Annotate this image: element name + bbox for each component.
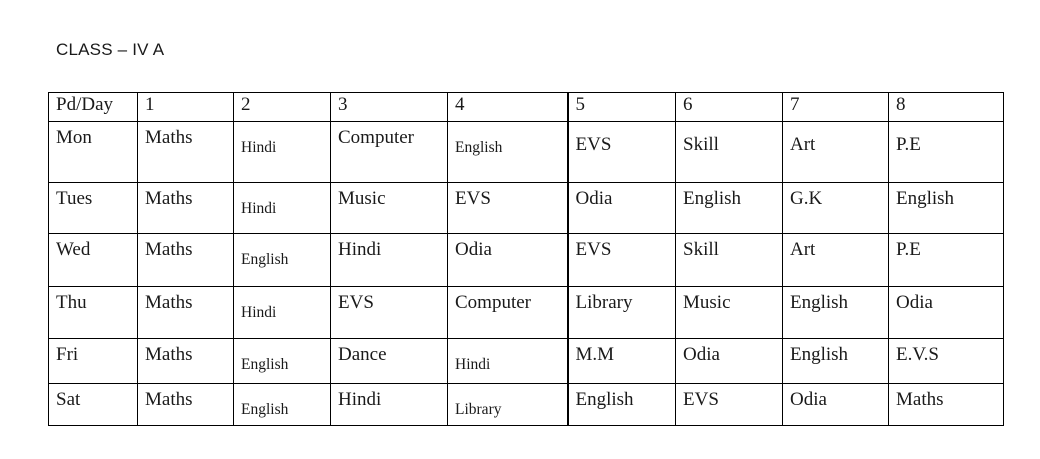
subject-cell-thu-period-3: EVS <box>331 287 448 339</box>
subject-cell-sat-period-6: EVS <box>676 384 783 426</box>
subject-cell-sat-period-5: English <box>568 384 676 426</box>
header-cell-period-7: 7 <box>783 93 889 122</box>
subject-cell-sat-period-7: Odia <box>783 384 889 426</box>
subject-cell-tues-period-3: Music <box>331 183 448 234</box>
subject-cell-thu-period-5: Library <box>568 287 676 339</box>
subject-cell-fri-period-8: E.V.S <box>889 339 1004 384</box>
header-cell-period-5: 5 <box>568 93 676 122</box>
subject-cell-thu-period-4: Computer <box>448 287 568 339</box>
timetable-row-mon <box>49 122 1004 183</box>
day-cell-fri: Fri <box>49 339 138 384</box>
subject-cell-mon-period-4: English <box>448 122 568 183</box>
header-cell-period-2: 2 <box>234 93 331 122</box>
subject-cell-wed-period-4: Odia <box>448 234 568 287</box>
header-cell-period-1: 1 <box>138 93 234 122</box>
subject-cell-tues-period-2: Hindi <box>234 183 331 234</box>
day-cell-mon: Mon <box>49 122 138 183</box>
subject-cell-wed-period-7: Art <box>783 234 889 287</box>
subject-cell-mon-period-3: Computer <box>331 122 448 183</box>
subject-cell-wed-period-6: Skill <box>676 234 783 287</box>
subject-cell-sat-period-4: Library <box>448 384 568 426</box>
subject-cell-fri-period-2: English <box>234 339 331 384</box>
subject-cell-mon-period-8: P.E <box>889 122 1004 183</box>
subject-cell-tues-period-7: G.K <box>783 183 889 234</box>
subject-cell-sat-period-1: Maths <box>138 384 234 426</box>
subject-cell-mon-period-7: Art <box>783 122 889 183</box>
subject-cell-thu-period-6: Music <box>676 287 783 339</box>
page-title: CLASS – IV A <box>56 40 165 59</box>
subject-cell-tues-period-8: English <box>889 183 1004 234</box>
subject-cell-wed-period-8: P.E <box>889 234 1004 287</box>
timetable-row-sat <box>49 384 1004 426</box>
subject-cell-wed-period-2: English <box>234 234 331 287</box>
subject-cell-wed-period-1: Maths <box>138 234 234 287</box>
subject-cell-thu-period-1: Maths <box>138 287 234 339</box>
subject-cell-fri-period-3: Dance <box>331 339 448 384</box>
day-cell-thu: Thu <box>49 287 138 339</box>
subject-cell-sat-period-2: English <box>234 384 331 426</box>
header-cell-period-8: 8 <box>889 93 1004 122</box>
subject-cell-thu-period-8: Odia <box>889 287 1004 339</box>
timetable-row-tues <box>49 183 1004 234</box>
header-cell-period-3: 3 <box>331 93 448 122</box>
header-row <box>49 93 1004 122</box>
subject-cell-wed-period-5: EVS <box>568 234 676 287</box>
header-cell-period-4: 4 <box>448 93 568 122</box>
subject-cell-sat-period-3: Hindi <box>331 384 448 426</box>
subject-cell-thu-period-2: Hindi <box>234 287 331 339</box>
timetable-row-wed <box>49 234 1004 287</box>
subject-cell-fri-period-5: M.M <box>568 339 676 384</box>
subject-cell-tues-period-4: EVS <box>448 183 568 234</box>
subject-cell-thu-period-7: English <box>783 287 889 339</box>
subject-cell-fri-period-6: Odia <box>676 339 783 384</box>
timetable-body <box>49 122 1004 426</box>
subject-cell-fri-period-7: English <box>783 339 889 384</box>
header-cell-pd-day: Pd/Day <box>49 93 138 122</box>
timetable-row-fri <box>49 339 1004 384</box>
subject-cell-sat-period-8: Maths <box>889 384 1004 426</box>
subject-cell-fri-period-1: Maths <box>138 339 234 384</box>
timetable <box>48 92 1004 426</box>
subject-cell-mon-period-5: EVS <box>568 122 676 183</box>
timetable-row-thu <box>49 287 1004 339</box>
day-cell-tues: Tues <box>49 183 138 234</box>
subject-cell-fri-period-4: Hindi <box>448 339 568 384</box>
header-cell-period-6: 6 <box>676 93 783 122</box>
subject-cell-tues-period-5: Odia <box>568 183 676 234</box>
subject-cell-wed-period-3: Hindi <box>331 234 448 287</box>
subject-cell-tues-period-1: Maths <box>138 183 234 234</box>
subject-cell-tues-period-6: English <box>676 183 783 234</box>
subject-cell-mon-period-1: Maths <box>138 122 234 183</box>
day-cell-sat: Sat <box>49 384 138 426</box>
subject-cell-mon-period-6: Skill <box>676 122 783 183</box>
day-cell-wed: Wed <box>49 234 138 287</box>
subject-cell-mon-period-2: Hindi <box>234 122 331 183</box>
